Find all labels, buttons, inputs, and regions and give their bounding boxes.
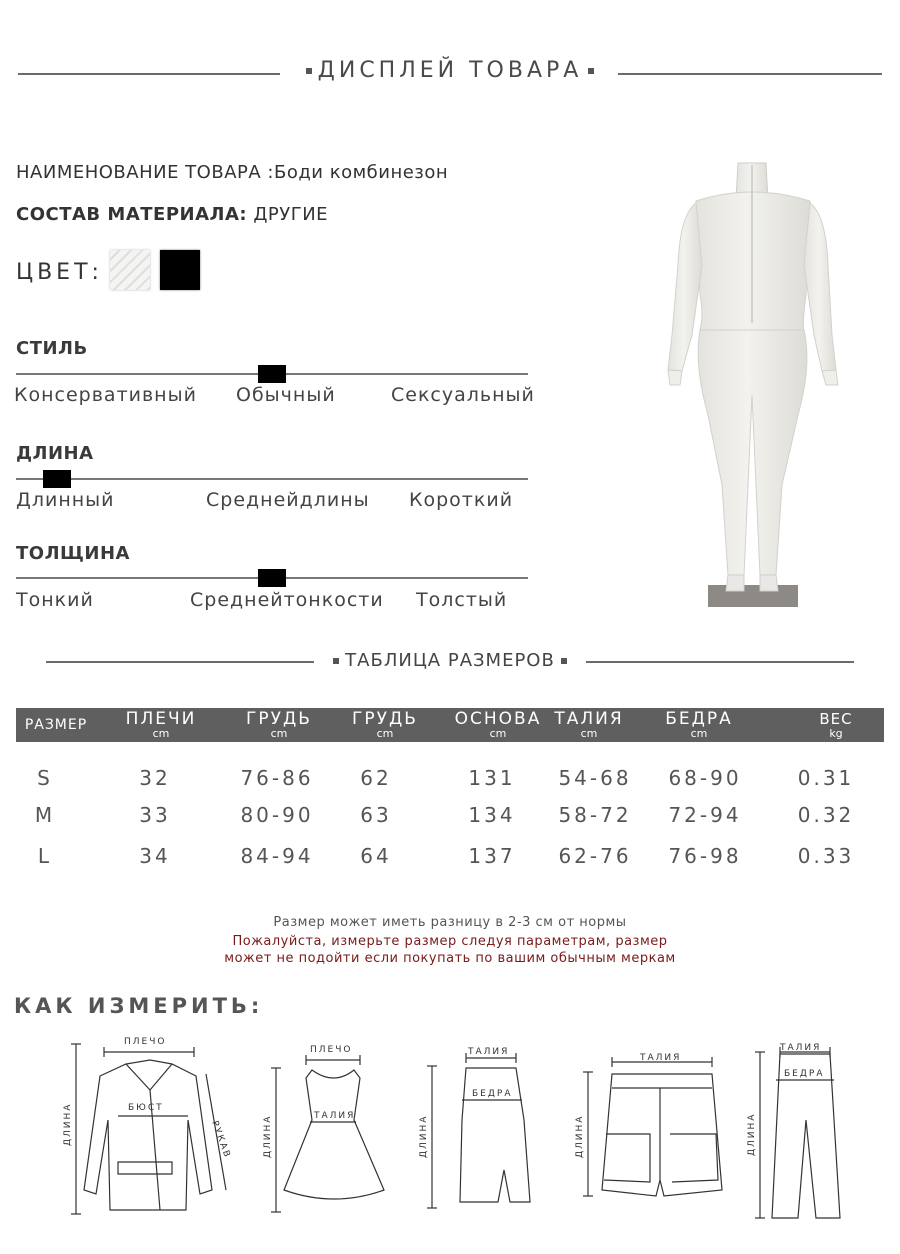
hips-label: БЕДРА <box>472 1089 513 1099</box>
col-unit: cm <box>270 727 288 740</box>
sleeve-label: РУКАВ <box>209 1119 233 1161</box>
table-cell: 68-90 <box>668 766 742 790</box>
thickness-label-thick: Толстый <box>416 589 508 611</box>
col-unit: cm <box>580 727 598 740</box>
col-label: ВЕС <box>819 710 853 728</box>
bullet-square-icon <box>561 658 567 664</box>
shoulder-label: ПЛЕЧО <box>310 1045 353 1055</box>
table-cell: 64 <box>360 844 392 868</box>
col-waist-header <box>544 710 634 740</box>
jacket-diagram-icon <box>71 1044 226 1214</box>
style-slider-title: СТИЛЬ <box>16 338 88 359</box>
length-slider-track <box>16 478 528 480</box>
size-table-title-text: ТАБЛИЦА РАЗМЕРОВ <box>345 650 555 671</box>
col-label: ГРУДЬ <box>352 709 418 729</box>
section-title-display <box>280 58 620 83</box>
table-cell: 0.32 <box>797 803 855 827</box>
size-note: Размер может иметь разницу в 2-3 см от нормы <box>273 915 627 930</box>
table-cell: 137 <box>468 844 516 868</box>
section-title-size-table <box>314 650 586 671</box>
table-cell: 33 <box>139 803 171 827</box>
col-weight-header <box>806 710 866 740</box>
table-cell: 131 <box>468 766 516 790</box>
col-unit: cm <box>152 727 170 740</box>
table-rule-right <box>586 661 854 663</box>
col-label: ПЛЕЧИ <box>125 709 197 729</box>
product-name-row <box>16 162 448 183</box>
style-slider-marker <box>258 365 286 383</box>
col-unit: kg <box>829 727 843 740</box>
bullet-square-icon <box>333 658 339 664</box>
thickness-label-thin: Тонкий <box>16 589 94 611</box>
table-cell: S <box>37 766 53 790</box>
waist-label: ТАЛИЯ <box>314 1111 356 1121</box>
header-rule-right <box>618 73 882 75</box>
measure-warning-line1: Пожалуйста, измерьте размер следуя параметрам, размер <box>232 934 668 949</box>
material-value: ДРУГИЕ <box>253 204 329 225</box>
length-slider-marker <box>43 470 71 488</box>
table-cell: 63 <box>360 803 392 827</box>
col-chest-header <box>234 710 324 740</box>
col-label: ГРУДЬ <box>246 709 312 729</box>
length-label: ДЛИНА <box>575 1114 585 1158</box>
table-cell: 62 <box>360 766 392 790</box>
table-cell: 58-72 <box>558 803 632 827</box>
col-label: ОСНОВА <box>454 709 542 729</box>
length-label: ДЛИНА <box>63 1102 73 1146</box>
table-cell: 72-94 <box>668 803 742 827</box>
table-cell: 76-98 <box>668 844 742 868</box>
length-label: ДЛИНА <box>263 1114 273 1158</box>
length-label: ДЛИНА <box>747 1112 757 1156</box>
col-chest2-header <box>340 710 430 740</box>
table-cell: 54-68 <box>558 766 632 790</box>
table-cell: 0.31 <box>797 766 855 790</box>
shoulder-label: ПЛЕЧО <box>124 1037 167 1047</box>
skirt-diagram-icon <box>427 1053 530 1208</box>
table-cell: 34 <box>139 844 171 868</box>
measure-warning-line2: может не подойти если покупать по вашим обычным меркам <box>224 951 676 966</box>
size-table-header <box>16 708 884 742</box>
table-cell: M <box>34 803 56 827</box>
col-size-header: РАЗМЕР <box>24 717 88 733</box>
measurement-diagrams <box>0 1030 900 1250</box>
col-label: ТАЛИЯ <box>554 709 624 729</box>
bullet-square-icon <box>588 68 594 74</box>
col-unit: cm <box>690 727 708 740</box>
table-cell: 84-94 <box>240 844 314 868</box>
dress-diagram-icon <box>271 1055 384 1212</box>
length-label-medium: Среднейдлины <box>206 489 370 511</box>
bust-label: БЮСТ <box>128 1103 164 1113</box>
product-name-label: НАИМЕНОВАНИЕ ТОВАРА : <box>16 162 274 183</box>
style-label-conservative: Консервативный <box>14 384 197 406</box>
waist-label: ТАЛИЯ <box>468 1047 510 1057</box>
style-label-regular: Обычный <box>236 384 336 406</box>
thickness-slider-marker <box>258 569 286 587</box>
style-label-sexy: Сексуальный <box>391 384 535 406</box>
table-cell: L <box>37 844 53 868</box>
waist-label: ТАЛИЯ <box>640 1053 682 1063</box>
col-unit: cm <box>376 727 394 740</box>
color-swatch-white[interactable] <box>110 250 150 290</box>
table-cell: 0.33 <box>797 844 855 868</box>
col-hips-header <box>654 710 744 740</box>
color-swatch-black[interactable] <box>160 250 200 290</box>
hips-label: БЕДРА <box>784 1069 825 1079</box>
col-label: БЕДРА <box>665 709 733 729</box>
table-cell: 32 <box>139 766 171 790</box>
thickness-label-medium: Среднейтонкости <box>190 589 384 611</box>
waist-label: ТАЛИЯ <box>780 1043 822 1053</box>
product-photo-jumpsuit <box>620 155 880 610</box>
table-cell: 134 <box>468 803 516 827</box>
table-cell: 62-76 <box>558 844 632 868</box>
shorts-diagram-icon <box>583 1057 722 1196</box>
table-rule-left <box>46 661 314 663</box>
table-cell: 76-86 <box>240 766 314 790</box>
color-label: ЦВЕТ: <box>16 260 103 285</box>
display-title-text: ДИСПЛЕЙ ТОВАРА <box>317 58 583 83</box>
col-shoulders-header <box>116 710 206 740</box>
length-slider-title: ДЛИНА <box>16 443 94 464</box>
col-base-header <box>448 710 548 740</box>
table-cell: 80-90 <box>240 803 314 827</box>
col-unit: cm <box>489 727 507 740</box>
length-label-short: Короткий <box>409 489 514 511</box>
product-name-value: Боди комбинезон <box>273 162 449 183</box>
length-label-long: Длинный <box>16 489 115 511</box>
how-to-measure-title: КАК ИЗМЕРИТЬ: <box>14 994 264 1018</box>
bullet-square-icon <box>306 68 312 74</box>
material-label: СОСТАВ МАТЕРИАЛА: <box>16 204 248 225</box>
thickness-slider-title: ТОЛЩИНА <box>16 543 130 564</box>
header-rule-left <box>18 73 280 75</box>
material-row <box>16 204 328 225</box>
length-label: ДЛИНА <box>419 1114 429 1158</box>
